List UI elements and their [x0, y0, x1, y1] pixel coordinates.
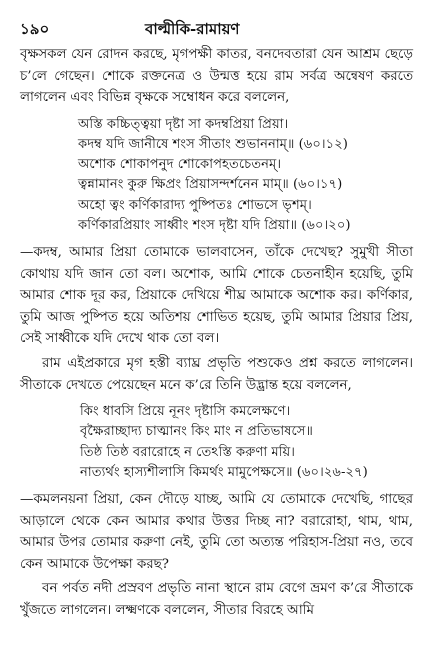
sanskrit-verse-1: [78, 115, 413, 236]
verse-line: কিং ধাবসি প্রিয়ে নূনং দৃষ্টাসি কমলেক্ষণে।: [80, 404, 291, 420]
verse-line: নাত্যর্থং হাস্যশীলাসি কিমর্থং মামুপেক্ষসে॥ (৬০।২৬-২৭): [80, 464, 368, 480]
running-title: বাল্মীকি-রামায়ণ: [145, 20, 240, 38]
verse-line: অশোক শোকাপনুদ শোকোপহতচেতনম্।: [78, 157, 282, 173]
verse-line: কদম্ব যদি জানীষে শংস সীতাং শুভাননাম্॥ (৬০।১২): [78, 136, 348, 152]
page-number: ১৯০: [20, 20, 50, 38]
sanskrit-verse-2: [80, 402, 413, 483]
paragraph-4: —কমলনয়না প্রিয়া, কেন দৌড়ে যাচ্ছ, আমি যে তোমাকে দেখেছি, গাছের আড়ালে থেকে কেন আমার কথার উত্তর দিচ্ছ না? বরারোহা, থাম, থাম, আমার উপর তোমার করুণা নেই, তুমি তো অত্যন্ত পরিহাস-প্রিয়া নও, তবে কেন আমাকে উপেক্ষা করছ?: [20, 491, 413, 572]
paragraph-2: —কদম্ব, আমার প্রিয়া তোমাকে ভালবাসেন, তাঁকে দেখেছ? সুমুখী সীতা কোথায় যদি জান তো বল। অশোক, আমি শোকে চেতনাহীন হয়েছি, তুমি আমার শোক দূর কর, প্রিয়াকে দেখিয়ে শীঘ্র আমাকে অশোক কর। কর্ণিকার, তুমি আজ পুষ্পিত হয়ে অতিশয় শোভিত হয়েছ, তুমি আমার প্রিয়ার প্রিয়, সেই সাধ্বীকে যদি দেখে থাক তো বল।: [20, 245, 413, 347]
verse-line: ত্বন্নামানং কুরু ক্ষিপ্রং প্রিয়াসন্দর্শনেন মাম্॥ (৬০।১৭): [78, 177, 343, 193]
verse-line: কর্ণিকারপ্রিয়াং সাধ্বীং শংস দৃষ্টা যদি প্রিয়া॥ (৬০।২০): [78, 217, 351, 233]
paragraph-1: বৃক্ষসকল যেন রোদন করছে, মৃগপক্ষী কাতর, বনদেবতারা যেন আশ্রম ছেড়ে চ’লে গেছেন। শোকে রক্তনেত্র ও উন্মত্ত হয়ে রাম সর্বত্র অন্বেষণ করতে লাগলেন এবং বিভিন্ন বৃক্ষকে সম্বোধন করে বললেন,: [20, 47, 413, 106]
verse-line: অস্তি কচ্চিত্ত্বয়া দৃষ্টা সা কদম্বপ্রিয়া প্রিয়া।: [78, 116, 289, 132]
paragraph-3: রাম এইপ্রকারে মৃগ হস্তী ব্যাঘ্র প্রভৃতি পশুকেও প্রশ্ন করতে লাগলেন। সীতাকে দেখতে পেয়েছেন মনে ক’রে তিনি উদ্ভ্রান্ত হয়ে বললেন,: [20, 355, 413, 393]
page-header: [20, 18, 413, 44]
paragraph-5: বন পর্বত নদী প্রস্রবণ প্রভৃতি নানা স্থানে রাম বেগে ভ্রমণ ক’রে সীতাকে খুঁজতে লাগলেন। লক্ষ্মণকে বললেন, সীতার বিরহে আমি: [20, 581, 413, 618]
verse-line: অহো ত্বং কর্ণিকারাদ্য পুষ্পিতঃ শোভসে ভৃশম্।: [78, 197, 312, 213]
verse-line: তিষ্ঠ তিষ্ঠ বরারোহে ন তেঽস্তি করুণা ময়ি।: [80, 444, 295, 460]
verse-line: বৃক্ষৈরাচ্ছাদ্য চাত্মানং কিং মাং ন প্রতিভাষসে॥: [80, 424, 313, 440]
